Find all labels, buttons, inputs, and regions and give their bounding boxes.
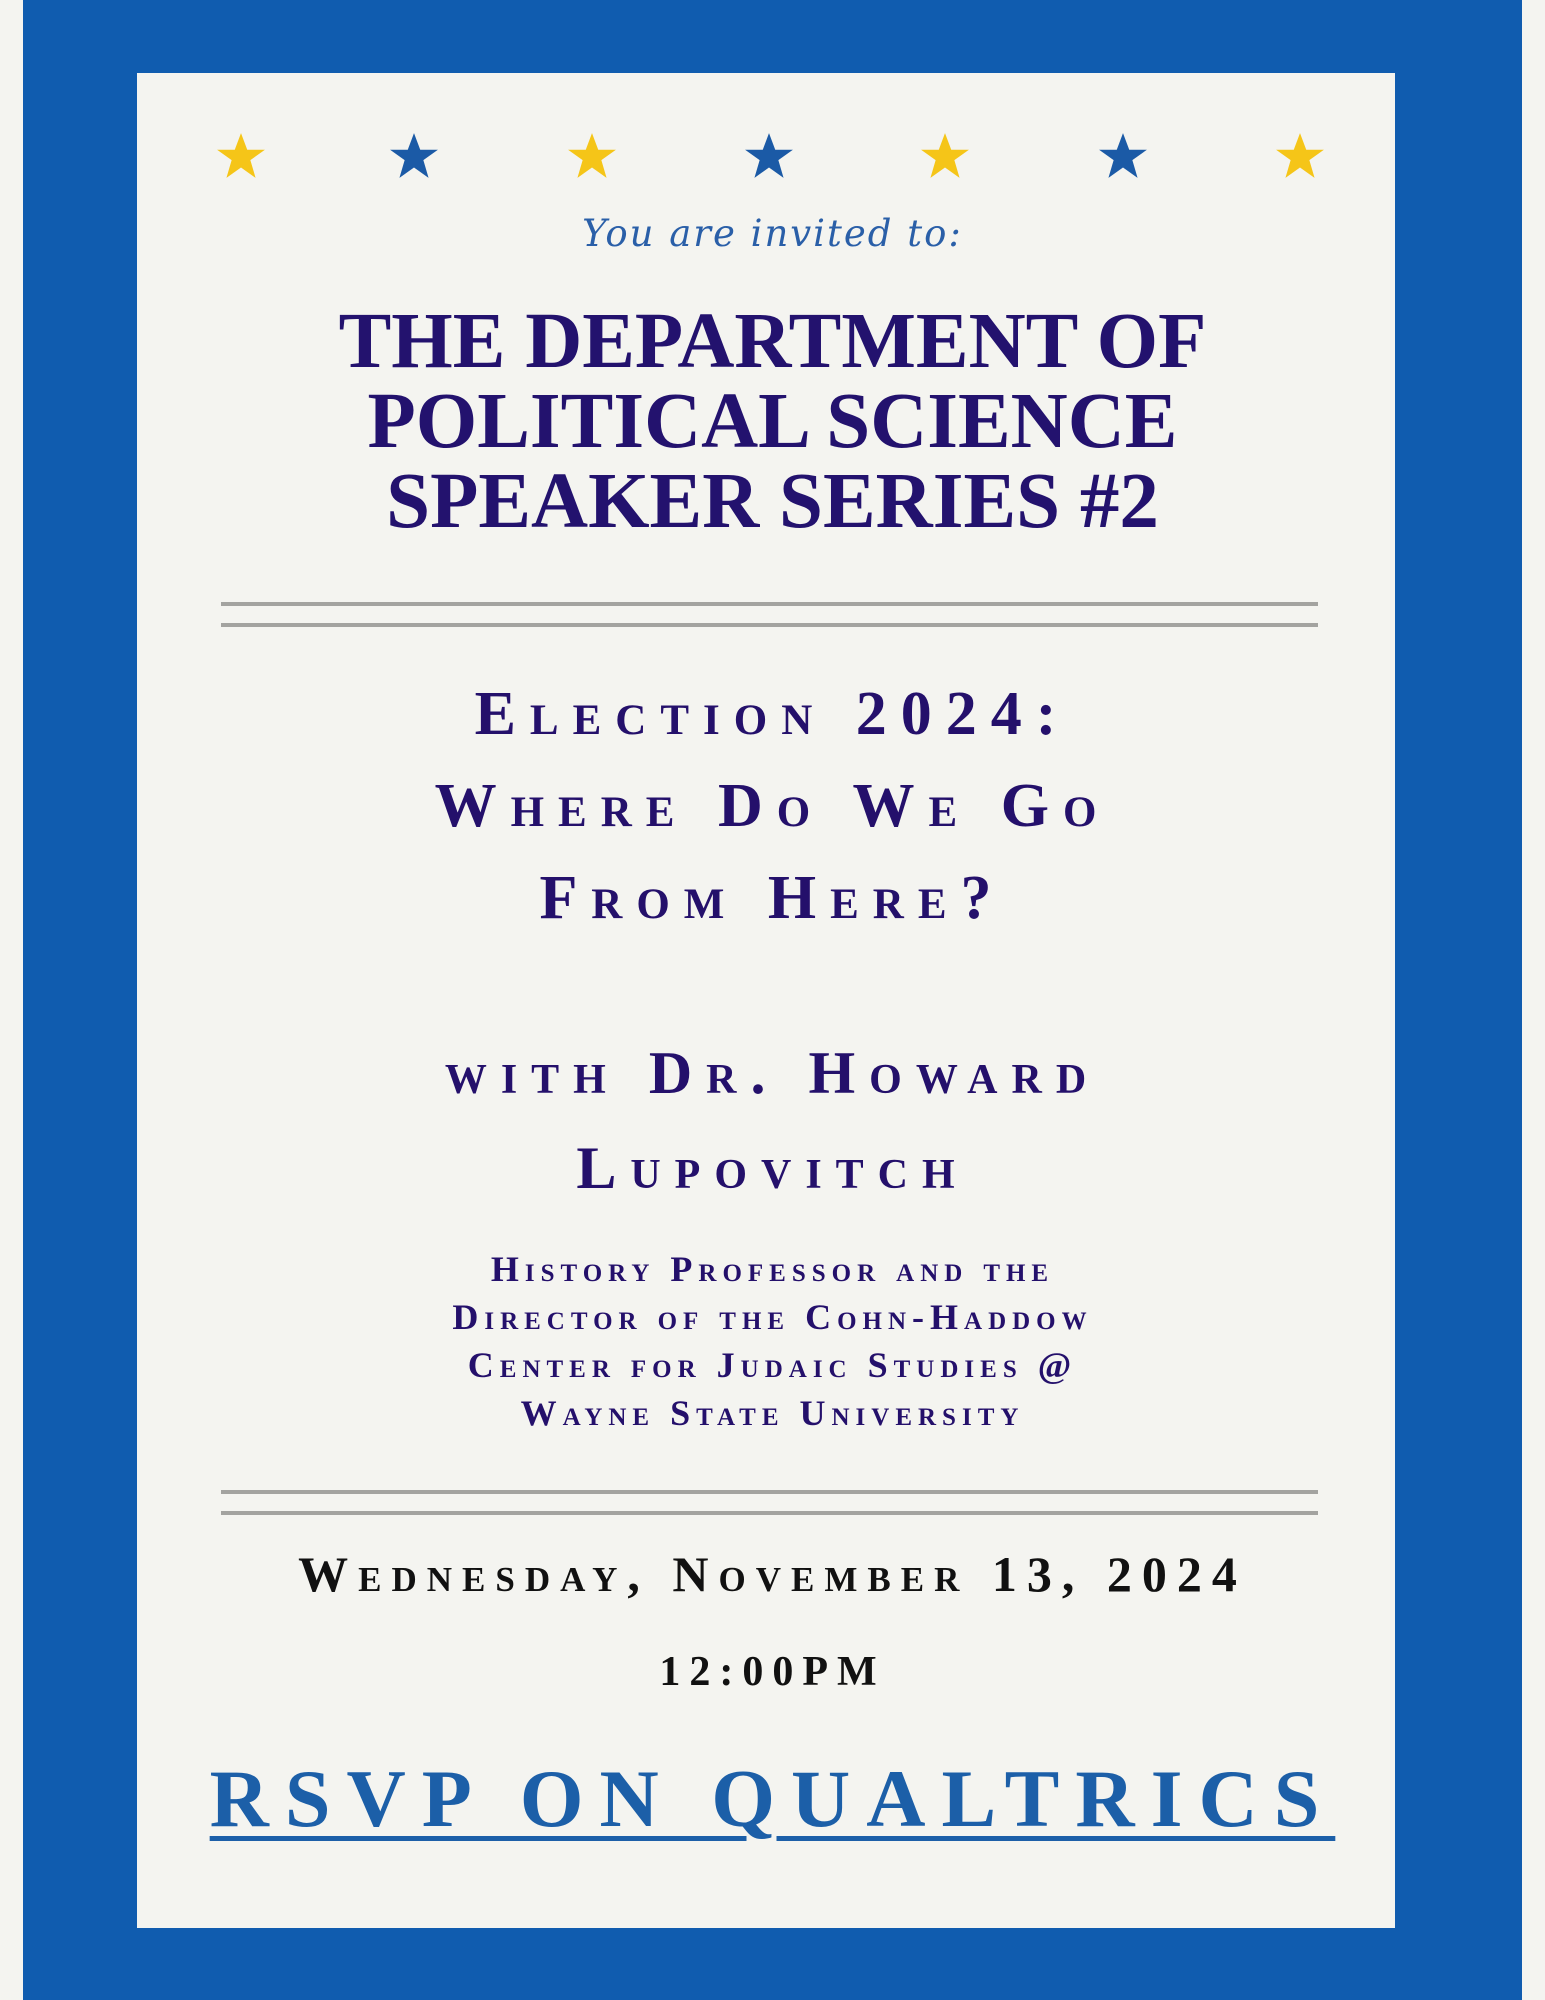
series-title-line: SPEAKER SERIES #2 (386, 458, 1159, 545)
rsvp-link[interactable]: RSVP ON QUALTRICS (209, 1753, 1336, 1844)
event-time: 12:00PM (659, 1649, 886, 1695)
affiliation-line: Wayne State University (520, 1393, 1025, 1433)
speaker-line: with Dr. Howard (444, 1040, 1101, 1106)
divider-rule (221, 1490, 1318, 1494)
event-title-line: Where Do We Go (434, 772, 1111, 840)
series-title-line: THE DEPARTMENT OF (338, 298, 1207, 385)
star-icon (566, 130, 618, 182)
star-icon (743, 130, 795, 182)
divider-rule (221, 602, 1318, 606)
speaker-name (0, 1026, 1545, 1216)
event-title (0, 668, 1545, 944)
speaker-line: Lupovitch (576, 1135, 969, 1201)
star-row (0, 130, 1545, 200)
affiliation-line: Center for Judaic Studies @ (467, 1345, 1078, 1385)
event-date: Wednesday, November 13, 2024 (298, 1546, 1247, 1602)
series-title (0, 298, 1545, 545)
star-icon (1097, 130, 1149, 182)
series-title-line: POLITICAL SCIENCE (367, 378, 1178, 465)
star-icon (1274, 130, 1326, 182)
divider-rule (221, 1511, 1318, 1515)
star-icon (388, 130, 440, 182)
divider-rule (221, 623, 1318, 627)
star-icon (215, 130, 267, 182)
event-title-line: Election 2024: (474, 680, 1071, 748)
affiliation-line: History Professor and the (490, 1249, 1055, 1289)
star-icon (919, 130, 971, 182)
speaker-affiliation (0, 1245, 1545, 1437)
invite-text: You are invited to: (582, 212, 963, 255)
event-title-line: From Here? (539, 864, 1006, 932)
affiliation-line: Director of the Cohn-Haddow (452, 1297, 1093, 1337)
